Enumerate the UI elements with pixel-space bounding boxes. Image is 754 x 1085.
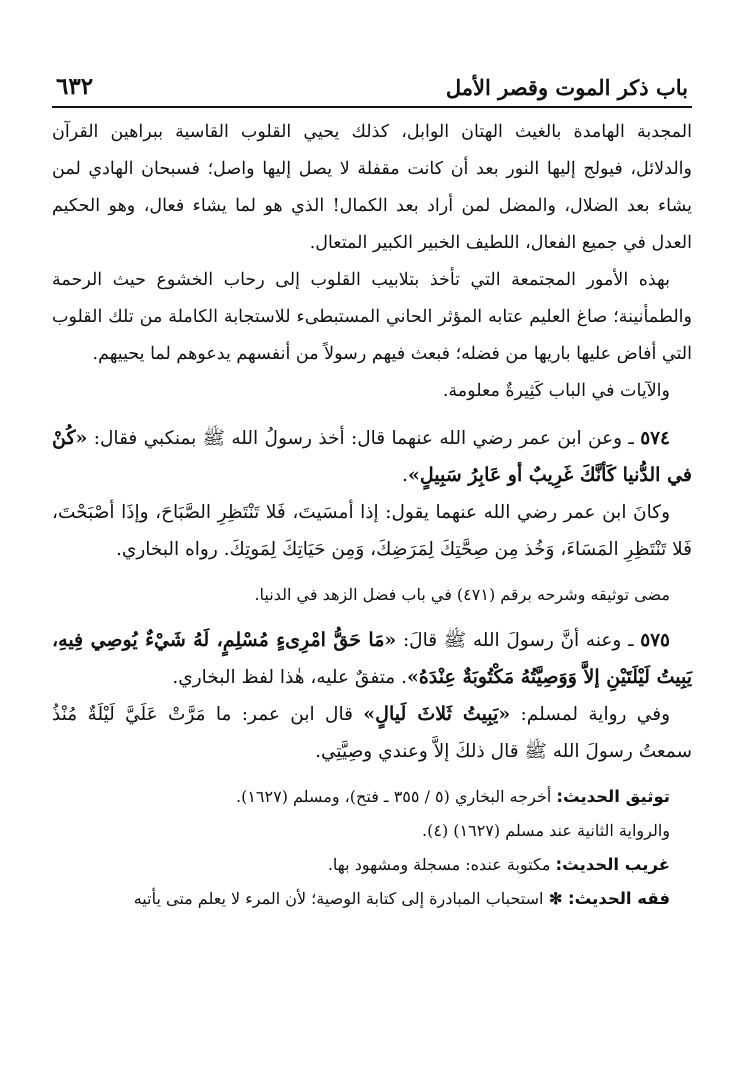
- riwaya-note: والرواية الثانية عند مسلم (١٦٢٧) (٤).: [422, 821, 670, 840]
- chapter-title: باب ذكر الموت وقصر الأمل: [445, 75, 688, 100]
- fiqh-note: [52, 882, 692, 916]
- hadith-574-continuation: وكانَ ابن عمر رضي الله عنهما يقول: إذا أمسَيتَ، فَلا تَنْتَظِرِ الصَّبَاحَ، وإذَا أصْبَحْتَ، فَلا تَنْتَظِرِ المَسَاءَ، وَخُذ مِن صِحَّتِكَ لِمَرَضِكَ، وَمِن حَيَاتِكَ لِمَوتِكَ. رواه البخاري.: [52, 502, 692, 560]
- fiqh-text: استحباب المبادرة إلى كتابة الوصية؛ لأن المرء لا يعلم متى يأتيه: [133, 889, 544, 908]
- hadith-quote: «كُنْ في الدُّنيا كَأنَّكَ غَرِيبٌ أو عَابِرُ سَبِيلٍ»: [52, 427, 692, 486]
- hadith-end: .: [402, 465, 409, 486]
- hadith-intro: ـ وعن ابن عمر رضي الله عنهما قال: أخذ رسولُ الله ﷺ بمنكبي فقال:: [87, 428, 641, 449]
- intro-paragraph-3: والآيات في الباب كَثِيرةٌ معلومة.: [442, 381, 670, 401]
- variant-quote: «يَبِيتُ ثَلاثَ لَيالٍ»: [363, 703, 511, 725]
- tawtheeq-text: أخرجه البخاري (٥ / ٣٥٥ ـ فتح)، ومسلم (١٦٢٧).: [236, 787, 557, 806]
- hadith-intro: ـ وعنه أنَّ رسولَ الله ﷺ قالَ:: [396, 630, 641, 651]
- hadith-574-note: مضى توثيقه وشرحه برقم (٤٧١) في باب فضل الزهد في الدنيا.: [254, 585, 670, 604]
- hadith-575: [52, 622, 692, 696]
- intro-paragraph-1: المجدبة الهامدة بالغيث الهتان الوابل، كذلك يحيي القلوب القاسية ببراهين القرآن والدلائل، فيولج إليها النور بعد أن كانت مقفلة لا يصل إليها واصل؛ فسبحان الهادي لمن يشاء بعد الضلال، والمضل لمن أراد بعد الكمال! الذي هو لما يشاء فعال، وهو الحكيم العدل في جميع الفعال، اللطيف الخبير الكبير المتعال.: [52, 122, 692, 253]
- page-number: ٦٣٢: [56, 73, 94, 100]
- hadith-575-variant: [52, 696, 692, 770]
- page-header: [52, 62, 692, 108]
- ghareeb-text: مكتوبة عنده: مسجلة ومشهود بها.: [327, 855, 556, 874]
- tawtheeq-label: توثيق الحديث:: [556, 787, 670, 806]
- star-bullet-icon: ✻: [543, 889, 569, 908]
- page-body: [52, 108, 692, 916]
- hadith-quote: «مَا حَقُّ امْرِىءٍ مُسْلِمٍ، لَهُ شَيْءٌ يُوصِي فِيهِ، يَبِيتُ لَيْلَتَيْنِ إلاَّ وَوَصِيَّتُهُ مَكْتُوبَةٌ عِنْدَهُ»: [52, 629, 692, 688]
- hadith-574: [52, 420, 692, 494]
- ghareeb-label: غريب الحديث:: [555, 855, 670, 874]
- hadith-number: ٥٧٤: [640, 428, 670, 449]
- variant-rest: قال ابن عمر: ما مَرَّتْ عَلَيَّ لَيْلَةٌ مُنْذُ سمعتُ رسولَ الله ﷺ قال ذلكَ إلاَّ وعندي وصِيَّتِي.: [52, 704, 692, 762]
- ghareeb-note: [52, 848, 692, 882]
- variant-intro: وفي رواية لمسلم:: [510, 704, 671, 725]
- hadith-number: ٥٧٥: [640, 630, 670, 651]
- tawtheeq-note: [52, 780, 692, 814]
- fiqh-label: فقه الحديث:: [568, 889, 670, 908]
- hadith-end: . متفقٌ عليه، هٰذا لفظ البخاري.: [172, 667, 407, 688]
- intro-paragraph-2: بهذه الأمور المجتمعة التي تأخذ بتلابيب القلوب إلى رحاب الخشوع حيث الرحمة والطمأنينة؛ صاغ العليم عتابه المؤثر الحاني المستبطىء للاستجابة الكاملة من تلك القلوب التي أفاض عليها باريها من فضله؛ فبعث فيهم رسولاً من أنفسهم يدعوهم لما يحييهم.: [52, 270, 692, 364]
